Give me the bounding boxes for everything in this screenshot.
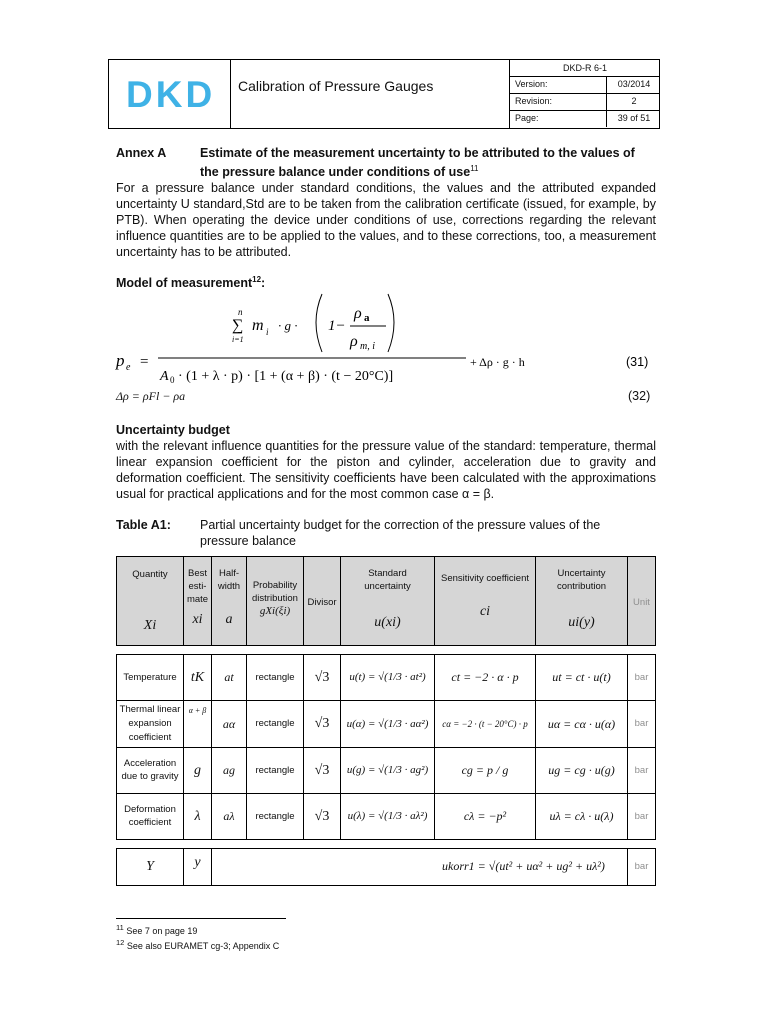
doc-ref: DKD-R 6-1 [510,60,660,77]
row-expansion-quantity: Thermal linear expansion coefficient [116,700,184,748]
row-deformation-unit: bar [627,793,656,840]
page-row: Page: 39 of 51 [510,110,660,127]
document-title: Calibration of Pressure Gauges [238,78,434,94]
row-expansion-std: u(α) = √(1/3 · aα²) [340,700,435,748]
header-unit: Unit [627,556,656,646]
header-contribution: Uncertainty contribution ui(y) [535,556,628,646]
equation-32-number: (32) [628,389,651,403]
uncertainty-table-header [116,556,656,646]
svg-text:∑: ∑ [232,317,244,334]
footnote-11: $^{11}$ See 7 on page 19 [116,923,198,936]
row-expansion-contrib: uα = cα · u(α) [535,700,628,748]
revision-row: Revision: 2 [510,93,660,111]
row-expansion-sens: cα = −2 · (t − 20°C) · p [434,700,536,748]
row-temperature-divisor: √3 [303,654,341,701]
result-estimate: y [183,848,212,886]
row-deformation-divisor: √3 [303,793,341,840]
svg-text:1−: 1− [328,318,346,334]
header-estimate: Best esti-mate xi [183,556,212,646]
annex-label: Annex A [116,146,167,160]
row-gravity-contrib: ug = cg · u(g) [535,747,628,794]
row-deformation-contrib: uλ = cλ · u(λ) [535,793,628,840]
row-temperature-contrib: ut = ct · u(t) [535,654,628,701]
row-gravity-unit: bar [627,747,656,794]
header-sensitivity: Sensitivity coefficient ci [434,556,536,646]
row-deformation-dist: rectangle [246,793,304,840]
row-temperature-dist: rectangle [246,654,304,701]
svg-text:+ Δρ · g · h: + Δρ · g · h [470,355,525,369]
equation-32: Δρ = ρFl − ρa [116,389,186,403]
svg-text:ρ: ρ [350,333,358,350]
row-temperature-sens: ct = −2 · α · p [434,654,536,701]
row-temperature-std: u(t) = √(1/3 · at²) [340,654,435,701]
annex-title: Estimate of the measurement uncertainty to be attributed to the values of the pressure balance under conditions of use$^{11}$ [200,146,635,180]
row-gravity-std: u(g) = √(1/3 · ag²) [340,747,435,794]
table-caption: Partial uncertainty budget for the correction of the pressure values of the pressure balance [200,518,601,548]
header-distribution: Probability distribution gXi(ξi) [246,556,304,646]
row-temperature-estimate: tK [183,654,212,701]
intro-paragraph: For a pressure balance under standard conditions, the values and the attributed expanded uncertainty U standard,Std are to be taken from the calibration certificate (issued, for example, by PTB). When operating the device under conditions of use, corrections regarding the relevant influence quantities are to be applied to the values, and to these corrections, too, a measurement uncertainty has to be attributed. [116,181,656,259]
table-caption-label: Table A1: [116,518,171,532]
svg-text:(31): (31) [626,355,649,369]
row-temperature-quantity: Temperature [116,654,184,701]
svg-text:A: A [160,369,169,384]
budget-paragraph: with the relevant influence quantities for the pressure value of the standard: temperature, thermal linear expansion coefficient for the piston and cylinder, acceleration due to gravity and deformation coefficient. The sensitivity coefficients have been calculated with the approximations usual for practical applications and for the most common case α = β. [116,439,656,501]
row-temperature-halfwidth: at [211,654,247,701]
row-expansion-dist: rectangle [246,700,304,748]
row-gravity-dist: rectangle [246,747,304,794]
equation-31 [114,288,664,388]
row-expansion-unit: bar [627,700,656,748]
result-quantity: Y [116,848,184,886]
row-gravity-divisor: √3 [303,747,341,794]
svg-text:i: i [266,327,269,337]
header-std-uncertainty: Standard uncertainty u(xi) [340,556,435,646]
row-deformation-estimate: λ [183,793,212,840]
row-gravity-sens: cg = p / g [434,747,536,794]
model-heading: Model of measurement$^{12}$: [116,275,266,291]
row-expansion-halfwidth: aα [211,700,247,748]
document-header [108,59,660,129]
svg-text:0: 0 [170,375,175,385]
footnotes [116,922,279,952]
svg-text:p: p [116,351,125,370]
row-gravity-halfwidth: ag [211,747,247,794]
budget-heading: Uncertainty budget [116,423,230,437]
footnote-12: $^{12}$ See also EURAMET cg-3; Appendix C [116,938,280,951]
row-deformation-halfwidth: aλ [211,793,247,840]
svg-text:m: m [252,317,264,334]
version-row: Version: 03/2014 [510,76,660,94]
footnote-rule [116,918,286,919]
row-temperature-unit: bar [627,654,656,701]
result-unit: bar [627,848,656,886]
svg-text:ρ: ρ [354,305,362,322]
svg-text:m, i: m, i [360,341,375,352]
svg-text:· g ·: · g · [278,318,298,333]
svg-text:=: = [140,354,149,370]
uncertainty-table-result [116,848,656,886]
row-deformation-std: u(λ) = √(1/3 · aλ²) [340,793,435,840]
result-formula-cell [211,848,628,886]
result-contribution: ukorr1 = √(ut² + uα² + ug² + uλ²) [442,859,605,873]
header-halfwidth: Half-width a [211,556,247,646]
svg-text:· (1 + λ · p) · [1 + (α + β) ·: · (1 + λ · p) · [1 + (α + β) · (t − 20°C)] [178,369,394,384]
header-quantity: Quantity Xi [116,556,184,646]
uncertainty-table-body [116,654,656,840]
svg-text:a: a [364,312,370,324]
row-deformation-sens: cλ = −p² [434,793,536,840]
svg-text:n: n [238,307,243,317]
dkd-logo: DKD [109,60,231,128]
header-divisor: Divisor [303,556,341,646]
row-deformation-quantity: Deformation coefficient [116,793,184,840]
svg-text:i=1: i=1 [232,335,244,344]
row-expansion-divisor: √3 [303,700,341,748]
document-meta [509,60,660,128]
row-gravity-quantity: Acceleration due to gravity [116,747,184,794]
row-gravity-estimate: g [183,747,212,794]
row-expansion-estimate: α + β [183,700,212,748]
svg-text:e: e [126,362,131,373]
